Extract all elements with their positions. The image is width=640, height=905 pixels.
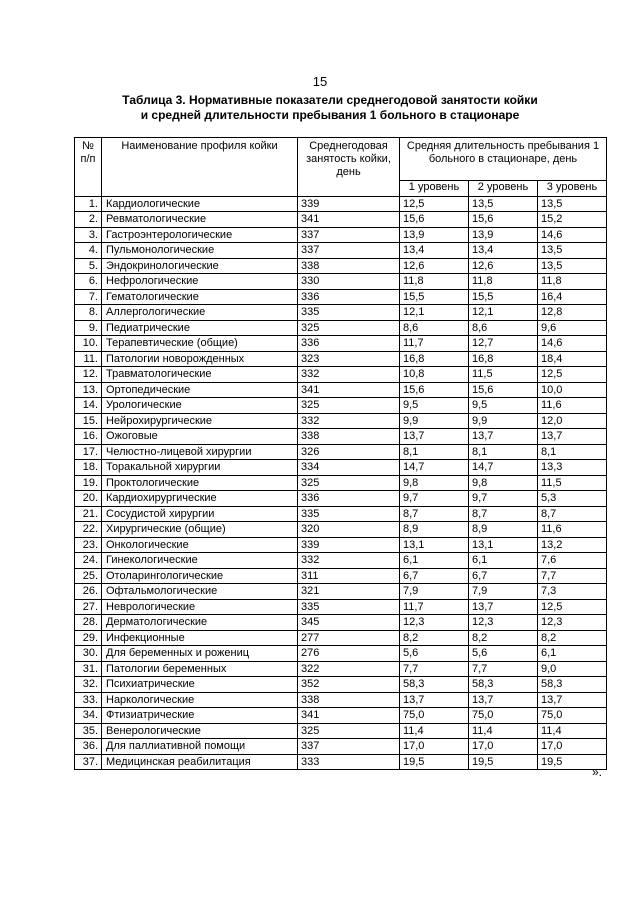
occupancy-cell: 325 <box>298 398 400 414</box>
table-row <box>75 584 607 600</box>
profile-name-cell: Кардиохирургические <box>102 491 298 507</box>
level-3-cell: 14,6 <box>538 336 607 352</box>
table-row <box>75 522 607 538</box>
profile-name-cell: Психиатрические <box>102 677 298 693</box>
level-3-cell: 12,5 <box>538 599 607 615</box>
table-row <box>75 258 607 274</box>
row-number-cell: 23. <box>75 537 102 553</box>
row-number-cell: 26. <box>75 584 102 600</box>
occupancy-cell: 335 <box>298 599 400 615</box>
table-row <box>75 599 607 615</box>
row-number-cell: 17. <box>75 444 102 460</box>
occupancy-cell: 335 <box>298 506 400 522</box>
occupancy-cell: 341 <box>298 212 400 228</box>
header-level-1: 1 уровень <box>400 181 469 197</box>
level-3-cell: 13,5 <box>538 243 607 259</box>
header-duration: Средняя длительность пребывания 1 больного в стационаре, день <box>400 138 607 181</box>
level-1-cell: 14,7 <box>400 460 469 476</box>
profile-name-cell: Фтизиатрические <box>102 708 298 724</box>
closing-quote: ». <box>592 765 603 779</box>
level-2-cell: 13,7 <box>469 692 538 708</box>
table-row <box>75 537 607 553</box>
norms-table <box>74 137 607 770</box>
level-2-cell: 15,6 <box>469 382 538 398</box>
occupancy-cell: 341 <box>298 708 400 724</box>
occupancy-cell: 338 <box>298 692 400 708</box>
occupancy-cell: 337 <box>298 243 400 259</box>
profile-name-cell: Челюстно-лицевой хирургии <box>102 444 298 460</box>
level-1-cell: 16,8 <box>400 351 469 367</box>
header-profile-name: Наименование профиля койки <box>102 138 298 197</box>
level-3-cell: 11,6 <box>538 522 607 538</box>
level-2-cell: 12,1 <box>469 305 538 321</box>
page-number: 15 <box>312 74 328 89</box>
table-row <box>75 677 607 693</box>
title-line-2: и средней длительности пребывания 1 больного в стационаре <box>140 108 520 122</box>
table-row <box>75 367 607 383</box>
profile-name-cell: Педиатрические <box>102 320 298 336</box>
row-number-cell: 5. <box>75 258 102 274</box>
row-number-cell: 27. <box>75 599 102 615</box>
occupancy-cell: 337 <box>298 227 400 243</box>
table-row <box>75 692 607 708</box>
occupancy-cell: 330 <box>298 274 400 290</box>
row-number-cell: 21. <box>75 506 102 522</box>
table-row <box>75 444 607 460</box>
row-number-cell: 33. <box>75 692 102 708</box>
level-1-cell: 9,5 <box>400 398 469 414</box>
table-row <box>75 754 607 770</box>
level-3-cell: 12,0 <box>538 413 607 429</box>
level-3-cell: 11,5 <box>538 475 607 491</box>
table-row <box>75 336 607 352</box>
level-1-cell: 12,6 <box>400 258 469 274</box>
occupancy-cell: 325 <box>298 723 400 739</box>
level-2-cell: 8,1 <box>469 444 538 460</box>
table-row <box>75 289 607 305</box>
level-1-cell: 9,8 <box>400 475 469 491</box>
profile-name-cell: Онкологические <box>102 537 298 553</box>
occupancy-cell: 334 <box>298 460 400 476</box>
header-number: № п/п <box>75 138 102 197</box>
level-1-cell: 8,7 <box>400 506 469 522</box>
profile-name-cell: Ортопедические <box>102 382 298 398</box>
row-number-cell: 15. <box>75 413 102 429</box>
profile-name-cell: Офтальмологические <box>102 584 298 600</box>
occupancy-cell: 320 <box>298 522 400 538</box>
table-row <box>75 661 607 677</box>
header-occupancy: Среднегодовая занятость койки, день <box>298 138 400 197</box>
table-row <box>75 320 607 336</box>
level-3-cell: 17,0 <box>538 739 607 755</box>
profile-name-cell: Гастроэнтерологические <box>102 227 298 243</box>
occupancy-cell: 338 <box>298 429 400 445</box>
header-level-2: 2 уровень <box>469 181 538 197</box>
level-3-cell: 8,1 <box>538 444 607 460</box>
row-number-cell: 35. <box>75 723 102 739</box>
profile-name-cell: Патологии беременных <box>102 661 298 677</box>
level-2-cell: 58,3 <box>469 677 538 693</box>
level-2-cell: 15,6 <box>469 212 538 228</box>
table-row <box>75 708 607 724</box>
level-2-cell: 8,6 <box>469 320 538 336</box>
occupancy-cell: 332 <box>298 553 400 569</box>
row-number-cell: 18. <box>75 460 102 476</box>
row-number-cell: 37. <box>75 754 102 770</box>
table-row <box>75 429 607 445</box>
table-row <box>75 212 607 228</box>
level-1-cell: 13,9 <box>400 227 469 243</box>
level-3-cell: 12,8 <box>538 305 607 321</box>
row-number-cell: 13. <box>75 382 102 398</box>
level-3-cell: 11,4 <box>538 723 607 739</box>
row-number-cell: 6. <box>75 274 102 290</box>
profile-name-cell: Гематологические <box>102 289 298 305</box>
level-2-cell: 13,4 <box>469 243 538 259</box>
level-1-cell: 8,9 <box>400 522 469 538</box>
level-1-cell: 8,2 <box>400 630 469 646</box>
occupancy-cell: 332 <box>298 413 400 429</box>
level-1-cell: 75,0 <box>400 708 469 724</box>
header-level-3: 3 уровень <box>538 181 607 197</box>
profile-name-cell: Дерматологические <box>102 615 298 631</box>
row-number-cell: 22. <box>75 522 102 538</box>
occupancy-cell: 325 <box>298 475 400 491</box>
table-row <box>75 274 607 290</box>
table-row <box>75 243 607 259</box>
level-2-cell: 11,8 <box>469 274 538 290</box>
level-1-cell: 15,5 <box>400 289 469 305</box>
level-1-cell: 11,8 <box>400 274 469 290</box>
level-3-cell: 16,4 <box>538 289 607 305</box>
profile-name-cell: Неврологические <box>102 599 298 615</box>
level-1-cell: 6,1 <box>400 553 469 569</box>
table-row <box>75 739 607 755</box>
level-1-cell: 11,4 <box>400 723 469 739</box>
occupancy-cell: 322 <box>298 661 400 677</box>
row-number-cell: 8. <box>75 305 102 321</box>
profile-name-cell: Ревматологические <box>102 212 298 228</box>
level-1-cell: 13,7 <box>400 429 469 445</box>
level-2-cell: 7,7 <box>469 661 538 677</box>
level-2-cell: 9,5 <box>469 398 538 414</box>
table-row <box>75 553 607 569</box>
level-1-cell: 13,7 <box>400 692 469 708</box>
level-1-cell: 9,7 <box>400 491 469 507</box>
level-3-cell: 18,4 <box>538 351 607 367</box>
occupancy-cell: 336 <box>298 289 400 305</box>
occupancy-cell: 321 <box>298 584 400 600</box>
occupancy-cell: 339 <box>298 537 400 553</box>
occupancy-cell: 341 <box>298 382 400 398</box>
level-2-cell: 12,3 <box>469 615 538 631</box>
level-3-cell: 10,0 <box>538 382 607 398</box>
occupancy-cell: 276 <box>298 646 400 662</box>
table-row <box>75 382 607 398</box>
table-row <box>75 568 607 584</box>
level-3-cell: 19,5 <box>538 754 607 770</box>
level-2-cell: 7,9 <box>469 584 538 600</box>
table-row <box>75 646 607 662</box>
level-2-cell: 13,7 <box>469 599 538 615</box>
level-1-cell: 12,5 <box>400 196 469 212</box>
table-row <box>75 630 607 646</box>
profile-name-cell: Гинекологические <box>102 553 298 569</box>
occupancy-cell: 339 <box>298 196 400 212</box>
table-row <box>75 475 607 491</box>
level-3-cell: 13,5 <box>538 196 607 212</box>
row-number-cell: 19. <box>75 475 102 491</box>
occupancy-cell: 332 <box>298 367 400 383</box>
occupancy-cell: 333 <box>298 754 400 770</box>
occupancy-cell: 337 <box>298 739 400 755</box>
row-number-cell: 12. <box>75 367 102 383</box>
occupancy-cell: 352 <box>298 677 400 693</box>
profile-name-cell: Нейрохирургические <box>102 413 298 429</box>
level-2-cell: 12,6 <box>469 258 538 274</box>
table-row <box>75 351 607 367</box>
occupancy-cell: 335 <box>298 305 400 321</box>
level-3-cell: 5,3 <box>538 491 607 507</box>
level-2-cell: 9,9 <box>469 413 538 429</box>
table-row <box>75 506 607 522</box>
level-2-cell: 6,1 <box>469 553 538 569</box>
level-3-cell: 13,3 <box>538 460 607 476</box>
profile-name-cell: Проктологические <box>102 475 298 491</box>
level-2-cell: 75,0 <box>469 708 538 724</box>
level-2-cell: 11,4 <box>469 723 538 739</box>
level-3-cell: 13,5 <box>538 258 607 274</box>
level-1-cell: 6,7 <box>400 568 469 584</box>
row-number-cell: 9. <box>75 320 102 336</box>
row-number-cell: 31. <box>75 661 102 677</box>
profile-name-cell: Для паллиативной помощи <box>102 739 298 755</box>
row-number-cell: 25. <box>75 568 102 584</box>
level-3-cell: 11,6 <box>538 398 607 414</box>
level-2-cell: 17,0 <box>469 739 538 755</box>
level-1-cell: 7,9 <box>400 584 469 600</box>
level-2-cell: 8,9 <box>469 522 538 538</box>
level-2-cell: 9,8 <box>469 475 538 491</box>
row-number-cell: 28. <box>75 615 102 631</box>
level-2-cell: 12,7 <box>469 336 538 352</box>
level-2-cell: 13,5 <box>469 196 538 212</box>
profile-name-cell: Нефрологические <box>102 274 298 290</box>
level-2-cell: 13,7 <box>469 429 538 445</box>
profile-name-cell: Отоларингологические <box>102 568 298 584</box>
level-2-cell: 9,7 <box>469 491 538 507</box>
row-number-cell: 11. <box>75 351 102 367</box>
level-2-cell: 8,2 <box>469 630 538 646</box>
row-number-cell: 29. <box>75 630 102 646</box>
level-1-cell: 8,1 <box>400 444 469 460</box>
table-row <box>75 413 607 429</box>
level-2-cell: 16,8 <box>469 351 538 367</box>
level-2-cell: 19,5 <box>469 754 538 770</box>
level-1-cell: 19,5 <box>400 754 469 770</box>
profile-name-cell: Венерологические <box>102 723 298 739</box>
level-3-cell: 6,1 <box>538 646 607 662</box>
level-1-cell: 8,6 <box>400 320 469 336</box>
level-3-cell: 58,3 <box>538 677 607 693</box>
level-1-cell: 13,1 <box>400 537 469 553</box>
table-row <box>75 305 607 321</box>
level-3-cell: 75,0 <box>538 708 607 724</box>
occupancy-cell: 336 <box>298 336 400 352</box>
row-number-cell: 14. <box>75 398 102 414</box>
row-number-cell: 4. <box>75 243 102 259</box>
row-number-cell: 3. <box>75 227 102 243</box>
level-2-cell: 14,7 <box>469 460 538 476</box>
level-2-cell: 15,5 <box>469 289 538 305</box>
occupancy-cell: 311 <box>298 568 400 584</box>
level-3-cell: 13,7 <box>538 429 607 445</box>
level-3-cell: 7,3 <box>538 584 607 600</box>
row-number-cell: 34. <box>75 708 102 724</box>
table-title <box>60 93 600 123</box>
profile-name-cell: Кардиологические <box>102 196 298 212</box>
level-1-cell: 13,4 <box>400 243 469 259</box>
level-3-cell: 12,3 <box>538 615 607 631</box>
occupancy-cell: 338 <box>298 258 400 274</box>
row-number-cell: 36. <box>75 739 102 755</box>
level-3-cell: 7,7 <box>538 568 607 584</box>
level-1-cell: 15,6 <box>400 382 469 398</box>
level-2-cell: 6,7 <box>469 568 538 584</box>
table-row <box>75 723 607 739</box>
table-row <box>75 460 607 476</box>
level-1-cell: 9,9 <box>400 413 469 429</box>
level-2-cell: 13,1 <box>469 537 538 553</box>
row-number-cell: 24. <box>75 553 102 569</box>
level-1-cell: 17,0 <box>400 739 469 755</box>
profile-name-cell: Ожоговые <box>102 429 298 445</box>
row-number-cell: 2. <box>75 212 102 228</box>
row-number-cell: 30. <box>75 646 102 662</box>
table-row <box>75 615 607 631</box>
level-3-cell: 15,2 <box>538 212 607 228</box>
profile-name-cell: Хирургические (общие) <box>102 522 298 538</box>
level-1-cell: 12,3 <box>400 615 469 631</box>
row-number-cell: 16. <box>75 429 102 445</box>
level-3-cell: 9,6 <box>538 320 607 336</box>
profile-name-cell: Аллергологические <box>102 305 298 321</box>
profile-name-cell: Эндокринологические <box>102 258 298 274</box>
occupancy-cell: 345 <box>298 615 400 631</box>
row-number-cell: 32. <box>75 677 102 693</box>
profile-name-cell: Пульмонологические <box>102 243 298 259</box>
row-number-cell: 1. <box>75 196 102 212</box>
title-line-1: Таблица 3. Нормативные показатели среднегодовой занятости койки <box>122 93 538 107</box>
level-1-cell: 15,6 <box>400 212 469 228</box>
level-1-cell: 11,7 <box>400 336 469 352</box>
level-2-cell: 11,5 <box>469 367 538 383</box>
profile-name-cell: Урологические <box>102 398 298 414</box>
profile-name-cell: Травматологические <box>102 367 298 383</box>
level-1-cell: 5,6 <box>400 646 469 662</box>
table-row <box>75 398 607 414</box>
profile-name-cell: Наркологические <box>102 692 298 708</box>
table-row <box>75 491 607 507</box>
profile-name-cell: Сосудистой хирургии <box>102 506 298 522</box>
level-3-cell: 11,8 <box>538 274 607 290</box>
level-2-cell: 8,7 <box>469 506 538 522</box>
row-number-cell: 7. <box>75 289 102 305</box>
table-row <box>75 227 607 243</box>
table-body <box>75 196 607 770</box>
profile-name-cell: Патологии новорожденных <box>102 351 298 367</box>
level-1-cell: 11,7 <box>400 599 469 615</box>
level-3-cell: 8,2 <box>538 630 607 646</box>
occupancy-cell: 323 <box>298 351 400 367</box>
level-3-cell: 7,6 <box>538 553 607 569</box>
row-number-cell: 10. <box>75 336 102 352</box>
profile-name-cell: Терапевтические (общие) <box>102 336 298 352</box>
level-3-cell: 13,7 <box>538 692 607 708</box>
level-3-cell: 13,2 <box>538 537 607 553</box>
level-3-cell: 14,6 <box>538 227 607 243</box>
level-2-cell: 13,9 <box>469 227 538 243</box>
occupancy-cell: 336 <box>298 491 400 507</box>
profile-name-cell: Медицинская реабилитация <box>102 754 298 770</box>
level-1-cell: 12,1 <box>400 305 469 321</box>
level-1-cell: 58,3 <box>400 677 469 693</box>
row-number-cell: 20. <box>75 491 102 507</box>
profile-name-cell: Для беременных и рожениц <box>102 646 298 662</box>
level-1-cell: 10,8 <box>400 367 469 383</box>
level-3-cell: 9,0 <box>538 661 607 677</box>
profile-name-cell: Торакальной хирургии <box>102 460 298 476</box>
profile-name-cell: Инфекционные <box>102 630 298 646</box>
table-row <box>75 196 607 212</box>
level-3-cell: 8,7 <box>538 506 607 522</box>
level-3-cell: 12,5 <box>538 367 607 383</box>
occupancy-cell: 325 <box>298 320 400 336</box>
occupancy-cell: 326 <box>298 444 400 460</box>
occupancy-cell: 277 <box>298 630 400 646</box>
level-1-cell: 7,7 <box>400 661 469 677</box>
level-2-cell: 5,6 <box>469 646 538 662</box>
